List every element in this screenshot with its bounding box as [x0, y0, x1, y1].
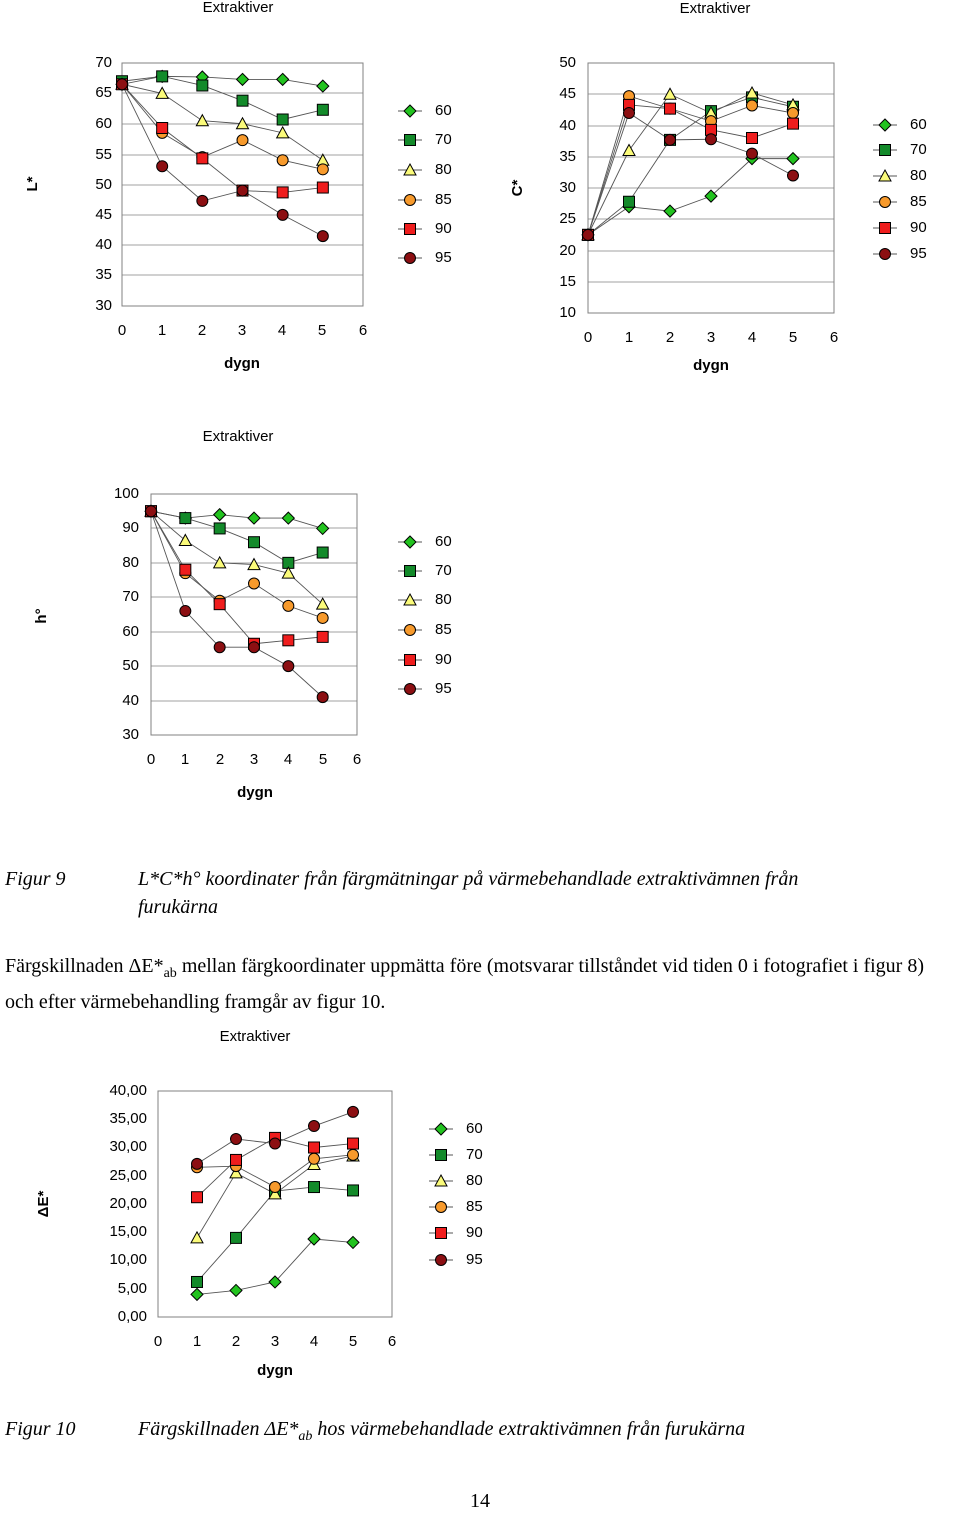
data-point-95 — [197, 195, 208, 206]
legend-label: 60 — [435, 532, 452, 550]
figure10-caption-subscript: ab — [298, 1429, 313, 1444]
y-tick-label: 70 — [122, 587, 139, 605]
chart-title: Extraktiver — [202, 0, 274, 16]
x-tick-label: 2 — [215, 750, 225, 768]
data-point-95 — [317, 692, 328, 703]
legend-label: 70 — [466, 1145, 483, 1163]
data-point-95 — [788, 170, 799, 181]
legend-marker-85 — [405, 195, 416, 206]
y-tick-label: 65 — [95, 83, 112, 101]
figure9-caption-text — [138, 865, 958, 921]
y-tick-label: 20,00 — [109, 1194, 147, 1212]
x-tick-label: 5 — [348, 1332, 358, 1350]
x-tick-label: 2 — [197, 321, 207, 339]
data-point-70 — [277, 114, 288, 125]
x-tick-label: 6 — [829, 328, 839, 346]
data-point-90 — [197, 153, 208, 164]
legend-marker-90 — [436, 1228, 447, 1239]
data-point-80 — [196, 115, 208, 126]
data-point-90 — [665, 103, 676, 114]
x-tick-label: 0 — [146, 750, 156, 768]
legend-marker-95 — [880, 249, 891, 260]
x-tick-label: 4 — [283, 750, 293, 768]
series-line-70 — [122, 76, 323, 119]
legend-label: 90 — [435, 219, 452, 237]
data-point-90 — [348, 1138, 359, 1149]
y-tick-label: 40 — [122, 691, 139, 709]
data-point-90 — [788, 118, 799, 129]
figure10-caption-text — [138, 1415, 958, 1451]
series-line-90 — [151, 511, 323, 644]
legend-label: 80 — [435, 590, 452, 608]
data-point-95 — [146, 506, 157, 517]
legend-label: 70 — [435, 130, 452, 148]
legend-marker-70 — [880, 145, 891, 156]
x-tick-label: 4 — [309, 1332, 319, 1350]
y-tick-label: 25,00 — [109, 1166, 147, 1184]
x-tick-label: 3 — [706, 328, 716, 346]
data-point-70 — [192, 1276, 203, 1287]
page-number: 14 — [470, 1490, 490, 1512]
data-point-95 — [192, 1158, 203, 1169]
legend-label: 85 — [435, 190, 452, 208]
data-point-85 — [747, 100, 758, 111]
data-point-90 — [317, 631, 328, 642]
x-tick-label: 1 — [157, 321, 167, 339]
data-point-95 — [270, 1138, 281, 1149]
series-line-90 — [122, 84, 323, 192]
legend-label: 80 — [910, 166, 927, 184]
data-point-70 — [157, 71, 168, 82]
y-tick-label: 20 — [559, 241, 576, 259]
data-point-60 — [277, 73, 289, 85]
legend-label: 85 — [910, 192, 927, 210]
x-axis-label: dygn — [693, 356, 729, 374]
y-tick-label: 30 — [122, 725, 139, 743]
data-point-90 — [214, 599, 225, 610]
legend-marker-85 — [436, 1202, 447, 1213]
y-tick-label: 40 — [559, 116, 576, 134]
paragraph-subscript: ab — [163, 966, 177, 981]
legend-label: 70 — [910, 140, 927, 158]
y-tick-label: 60 — [95, 114, 112, 132]
x-tick-label: 3 — [237, 321, 247, 339]
legend-label: 85 — [466, 1197, 483, 1215]
x-tick-label: 0 — [117, 321, 127, 339]
data-point-85 — [237, 135, 248, 146]
data-point-95 — [277, 209, 288, 220]
x-tick-label: 5 — [317, 321, 327, 339]
figure9-caption-line1: L*C*h° koordinater från färgmätningar på värmebehandlade extraktivämnen från — [138, 868, 799, 890]
series-line-60 — [151, 511, 323, 528]
figure9-caption-label: Figur 9 — [5, 868, 66, 890]
legend-label: 85 — [435, 620, 452, 638]
series-line-85 — [122, 84, 323, 169]
y-axis-label: L* — [23, 176, 41, 192]
figure10-caption-part1: Färgskillnaden ΔE* — [138, 1418, 299, 1440]
x-axis-label: dygn — [237, 783, 273, 801]
data-point-60 — [787, 153, 799, 165]
legend-marker-80 — [879, 170, 891, 181]
x-tick-label: 0 — [583, 328, 593, 346]
data-point-95 — [237, 185, 248, 196]
legend-label: 60 — [910, 115, 927, 133]
legend-marker-70 — [405, 135, 416, 146]
data-point-95 — [117, 79, 128, 90]
series-line-95 — [151, 511, 323, 697]
y-tick-label: 40,00 — [109, 1081, 147, 1099]
data-point-95 — [665, 134, 676, 145]
data-point-90 — [180, 564, 191, 575]
legend-label: 90 — [435, 650, 452, 668]
series-line-70 — [197, 1187, 353, 1282]
y-tick-label: 50 — [95, 175, 112, 193]
legend-marker-90 — [405, 224, 416, 235]
paragraph-part1: Färgskillnaden ΔE* — [5, 955, 164, 977]
y-tick-label: 45 — [95, 205, 112, 223]
y-tick-label: 35 — [559, 147, 576, 165]
legend-marker-60 — [404, 536, 416, 548]
legend-label: 95 — [910, 244, 927, 262]
data-point-70 — [624, 196, 635, 207]
legend-marker-70 — [436, 1150, 447, 1161]
x-tick-label: 6 — [358, 321, 368, 339]
data-point-85 — [317, 164, 328, 175]
legend-label: 90 — [910, 218, 927, 236]
data-point-90 — [283, 635, 294, 646]
x-tick-label: 1 — [624, 328, 634, 346]
x-tick-label: 2 — [665, 328, 675, 346]
y-tick-label: 90 — [122, 518, 139, 536]
legend-label: 70 — [435, 561, 452, 579]
y-tick-label: 15 — [559, 272, 576, 290]
figure9-caption-line2: furukärna — [138, 896, 218, 918]
data-point-70 — [348, 1185, 359, 1196]
legend-marker-60 — [435, 1123, 447, 1135]
data-point-60 — [248, 512, 260, 524]
legend-label: 95 — [435, 679, 452, 697]
data-point-95 — [249, 642, 260, 653]
data-point-70 — [317, 104, 328, 115]
data-point-60 — [282, 512, 294, 524]
x-tick-label: 1 — [180, 750, 190, 768]
data-point-60 — [191, 1288, 203, 1300]
data-point-95 — [180, 606, 191, 617]
data-point-70 — [214, 523, 225, 534]
y-tick-label: 45 — [559, 84, 576, 102]
y-tick-label: 10,00 — [109, 1250, 147, 1268]
data-point-95 — [214, 642, 225, 653]
data-point-95 — [317, 231, 328, 242]
data-point-95 — [283, 661, 294, 672]
data-point-80 — [214, 557, 226, 568]
data-point-60 — [347, 1236, 359, 1248]
data-point-95 — [348, 1106, 359, 1117]
data-point-85 — [270, 1182, 281, 1193]
data-point-70 — [180, 513, 191, 524]
data-point-80 — [623, 145, 635, 156]
y-tick-label: 50 — [122, 656, 139, 674]
series-line-85 — [151, 511, 323, 618]
x-tick-label: 5 — [318, 750, 328, 768]
data-point-70 — [317, 547, 328, 558]
x-tick-label: 6 — [387, 1332, 397, 1350]
legend-label: 95 — [466, 1250, 483, 1268]
chart-title: Extraktiver — [202, 427, 274, 445]
legend-marker-70 — [405, 566, 416, 577]
legend-marker-95 — [405, 253, 416, 264]
legend-marker-85 — [880, 197, 891, 208]
legend-marker-85 — [405, 625, 416, 636]
x-axis-label: dygn — [224, 354, 260, 372]
figure10-caption-label: Figur 10 — [5, 1418, 76, 1440]
data-point-90 — [309, 1142, 320, 1153]
series-line-60 — [588, 159, 793, 235]
y-tick-label: 100 — [113, 484, 139, 502]
data-point-90 — [277, 187, 288, 198]
y-tick-label: 25 — [559, 209, 576, 227]
y-tick-label: 10 — [559, 303, 576, 321]
legend-label: 60 — [466, 1119, 483, 1137]
y-axis-label: C* — [508, 179, 526, 197]
data-point-60 — [317, 80, 329, 92]
data-point-70 — [237, 95, 248, 106]
data-point-80 — [191, 1232, 203, 1243]
chart-title: Extraktiver — [679, 0, 751, 17]
data-point-60 — [237, 73, 249, 85]
x-tick-label: 2 — [231, 1332, 241, 1350]
x-axis-label: dygn — [257, 1361, 293, 1379]
y-axis-label: h° — [32, 608, 50, 624]
legend-marker-80 — [404, 594, 416, 605]
data-point-80 — [179, 534, 191, 545]
data-point-85 — [309, 1153, 320, 1164]
data-point-95 — [231, 1134, 242, 1145]
x-tick-label: 3 — [249, 750, 259, 768]
chart-title: Extraktiver — [219, 1027, 291, 1045]
data-point-60 — [214, 509, 226, 521]
legend-label: 80 — [435, 160, 452, 178]
data-point-70 — [309, 1182, 320, 1193]
series-line-90 — [588, 105, 793, 235]
data-point-85 — [788, 108, 799, 119]
data-point-60 — [664, 205, 676, 217]
y-tick-label: 70 — [95, 53, 112, 71]
data-point-90 — [157, 123, 168, 134]
legend-marker-90 — [405, 655, 416, 666]
series-line-95 — [122, 84, 323, 236]
legend-marker-80 — [404, 164, 416, 175]
data-point-60 — [317, 522, 329, 534]
legend-marker-60 — [404, 105, 416, 117]
data-point-85 — [249, 578, 260, 589]
data-point-85 — [348, 1149, 359, 1160]
x-tick-label: 0 — [153, 1332, 163, 1350]
y-tick-label: 15,00 — [109, 1222, 147, 1240]
data-point-70 — [249, 537, 260, 548]
data-point-85 — [283, 600, 294, 611]
figure10-caption-part2: hos värmebehandlade extraktivämnen från furukärna — [312, 1418, 746, 1440]
data-point-85 — [317, 612, 328, 623]
x-tick-label: 4 — [747, 328, 757, 346]
body-paragraph — [5, 952, 955, 1016]
data-point-90 — [317, 182, 328, 193]
y-tick-label: 0,00 — [117, 1307, 147, 1325]
legend-marker-95 — [436, 1255, 447, 1266]
x-tick-label: 6 — [352, 750, 362, 768]
x-tick-label: 1 — [192, 1332, 202, 1350]
legend-marker-80 — [435, 1175, 447, 1186]
data-point-90 — [192, 1192, 203, 1203]
legend-marker-95 — [405, 684, 416, 695]
y-tick-label: 30 — [559, 178, 576, 196]
x-tick-label: 3 — [270, 1332, 280, 1350]
data-point-95 — [309, 1121, 320, 1132]
y-tick-label: 55 — [95, 145, 112, 163]
paragraph-part2: mellan färgkoordinater uppmätta före (motsvarar tillståndet vid tiden 0 i fotografiet i figur 8) och efter värmebehandling framgår av figur 10. — [5, 955, 924, 1013]
y-tick-label: 35 — [95, 265, 112, 283]
legend-marker-90 — [880, 223, 891, 234]
legend-label: 95 — [435, 248, 452, 266]
data-point-95 — [583, 229, 594, 240]
y-tick-label: 5,00 — [117, 1279, 147, 1297]
legend-label: 80 — [466, 1171, 483, 1189]
data-point-95 — [747, 148, 758, 159]
legend-label: 90 — [466, 1223, 483, 1241]
y-tick-label: 50 — [559, 53, 576, 71]
data-point-95 — [624, 108, 635, 119]
data-point-60 — [230, 1284, 242, 1296]
y-tick-label: 40 — [95, 235, 112, 253]
y-tick-label: 30,00 — [109, 1137, 147, 1155]
data-point-85 — [277, 155, 288, 166]
data-point-70 — [197, 80, 208, 91]
legend-marker-60 — [879, 119, 891, 131]
data-point-95 — [157, 161, 168, 172]
x-tick-label: 4 — [277, 321, 287, 339]
y-tick-label: 60 — [122, 622, 139, 640]
data-point-70 — [231, 1232, 242, 1243]
y-axis-label: ΔE* — [34, 1190, 52, 1218]
legend-label: 60 — [435, 101, 452, 119]
data-point-90 — [747, 133, 758, 144]
data-point-90 — [231, 1154, 242, 1165]
y-tick-label: 35,00 — [109, 1109, 147, 1127]
y-tick-label: 80 — [122, 553, 139, 571]
data-point-95 — [706, 134, 717, 145]
x-tick-label: 5 — [788, 328, 798, 346]
y-tick-label: 30 — [95, 296, 112, 314]
